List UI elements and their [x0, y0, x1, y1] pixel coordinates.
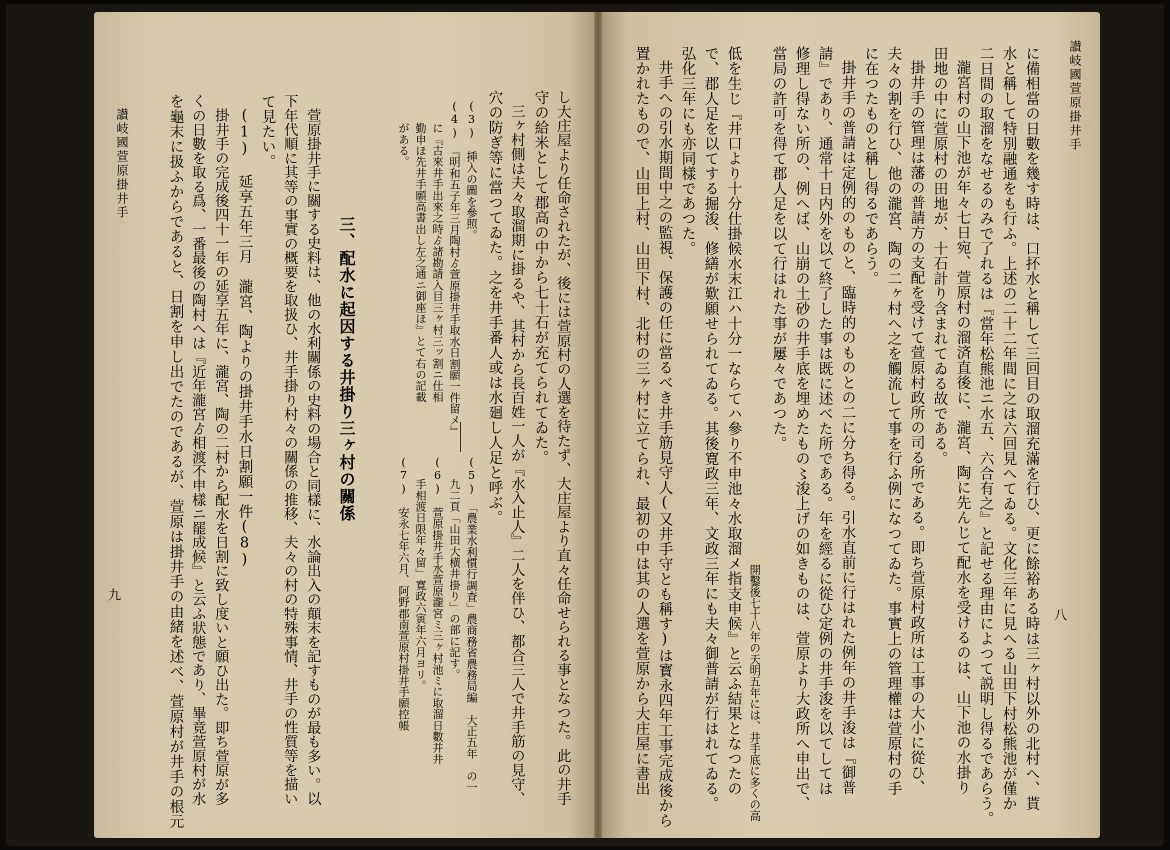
right-text-line: に備相當の日數を幾す時は、口抔水と稱して三回目の取溜充滿を行ひ、更に餘裕ある時は三ヶ村以外の北村へ、貰 [1023, 46, 1040, 811]
right-text-line: 夫々の割を行ひ、他の瀧宮、陶の二ヶ村へ之を觸流して事を行ふ例になつてゐた。事實上の管理權は萱原村の手 [885, 46, 902, 796]
right-text-line: 田地の中に萱原村の田地が、十石計り含まれてゐる故である。 [931, 46, 948, 466]
footnote-line: (6) 萱原掛井手水萱原瀧宮ミ三ヶ村池ミに取溜日數并井 [431, 456, 444, 765]
left-text-line: を龜末に扱ふからであると、日割を申し出でたのであるが、萱原は掛井手の由緒を述べ、萱原村が井手の根元 [167, 94, 184, 829]
left-text-line: 掛井手の完成後四十一年の延享五年に、瀧宮、陶の二村から配水を日割に致し度いと願ひ出た。即ち萱原が多 [213, 108, 230, 806]
right-text-line: 掛井手の管理は藩の普請方の支配を受けて萱原村政所の司る所である。即ち萱原村政所は工事の大小に從ひ、 [908, 60, 925, 795]
left-text-line: て見たい。 [259, 94, 276, 169]
left-page-number: 九 [105, 588, 120, 602]
left-text-line: し大庄屋より任命されたが、後には萱原村の人選を待たず、大庄屋より直々任命せられる事となつた。此の井手 [555, 90, 572, 806]
right-text-line: 當局の許可を得て郡人足を以て行はれた事が屢々であつた。 [770, 46, 787, 451]
left-text-line: (1) 延享五年三月 瀧宮、陶よりの掛井手水日割願一件(8) [236, 108, 253, 569]
right-text-line: 二日間の取溜をなせるのみで了れるは『當年松熊池ニ水五、六合有之』と記せる理由によつて説明し得るであらう。 [977, 46, 994, 826]
section-heading: 三、配水に起因する井掛り三ヶ村の關係 [337, 216, 356, 522]
right-running-header: 讃岐國萱原掛井手 [1068, 40, 1082, 152]
right-text-line: 開鑿後七十八年の天明五年には、井手底に多くの高 [748, 564, 762, 822]
footnote-line: (7) 安永七年六月、阿野郡南萱原村掛井手願控帳 [397, 456, 410, 731]
right-text-line: 低を生じ『井口より十分仕掛候水末江ハ十分一ならてハ參り不申池々水取溜メ指支申候』と云ふ結果となつたの [725, 46, 742, 796]
right-text-line: 置かれたもので、山田上村、山田下村、北村の三ヶ村に立てられ、最初の中は其の人選を萱原から大庄屋に書出 [633, 46, 650, 796]
footnote-divider [460, 422, 461, 452]
footnote-line: (5) 「農業水利慣行調査」農商務省農務局編 大正五年 の一 [465, 456, 478, 793]
footnote-line: (3) 挿入の圖を參照。 [465, 100, 478, 241]
footnote-line: 九二頁「山田大横井掛り」の部に記す。 [448, 456, 461, 680]
left-running-header: 讃岐國萱原掛井手 [115, 108, 129, 220]
left-text-line: くの日數を取る爲、一番最後の陶村へは『近年瀧宮ゟ相渡不申樣ニ罷成候』と云ふ狀態であり、畢竟萱原村が水 [190, 94, 207, 806]
right-text-line: 弘化三年にも亦同樣であつた。 [679, 46, 696, 256]
footnote-line: がある。 [397, 100, 410, 168]
right-text-line: に在つたものと稱し得るであらう。 [862, 46, 879, 286]
left-text-line: 下年代順に其等の事實の概要を取扱ひ、井手掛り村々の關係の推移、夫々の村の特殊事情、井手の性質等を描い [282, 94, 299, 806]
right-text-line: 掛井手の普請は定例的のものと、臨時的のものとの二に分ち得る。引水直前に行はれた例年の井手浚は『御普 [839, 60, 856, 795]
left-text-line: 三ヶ村側は夫々取溜期に掛るや、其村から長百姓一人が『水入止人』二人を伴ひ、都合三人で井手筋の見守、 [509, 104, 526, 806]
left-text-line: 萱原掛井手に關する史料は、他の水利關係の史料の場合と同樣に、水論出入の顛末を記すものが最も多い。以 [305, 108, 322, 806]
book-gutter [594, 12, 602, 838]
right-text-line: 修理し得ない所の、例へば、山崩の土砂の井手底を埋めたもの〻浚上げの如きものは、萱原より大政所へ申出で、 [793, 46, 810, 811]
right-text-line: 水と稱して特別融通をも行ふ。上述の二十二年間に之は六回見へてゐる。文化三年に見へる山田下村松熊池が僅か [1000, 46, 1017, 811]
right-text-line: で、郡人足を以てする掘浚、修繕が歎願せられてゐる。其後寛政三年、文政三年にも夫々御普請が行はれてゐる。 [702, 46, 719, 811]
right-text-line: 瀧宮村の山下池が年々七日宛、萱原村の溜済直後に、瀧宮、陶に先んじて配水を受けるのは、山下池の水掛り [954, 60, 971, 795]
footnote-line: 手相渡日限年々留」寛政六寅年六月ヨリ。 [414, 456, 427, 692]
left-text-line: 守の給米として郡高の中から七十石が充てられてゐた。 [532, 90, 549, 465]
footnote-line: 勤申ほ先井手願高書出し左之通ニ御座ほ』とて右の記載 [414, 100, 427, 403]
left-text-line: 穴の防ぎ等に當つてゐた。之を井手番人或は水廻し人足と呼ぶ。 [486, 90, 503, 525]
footnote-line: (4) 『明和五子年三月陶村ゟ萱原掛井手取水日割願一件留メ』 [448, 100, 461, 437]
right-page-number: 八 [1051, 608, 1066, 622]
book-spread [6, 4, 1164, 846]
footnote-line: に『古來井手出來之時ゟ諸勘請入目三ヶ村三ッ割ニ仕相 [431, 100, 444, 403]
right-text-line: 請』であり、通常十日内外を以て終了した事は既に述べた所である。年を經るに從ひ定例の井手浚を以てしては [816, 46, 833, 796]
right-text-line: 井手への引水期間中之の監視、保護の任に當るべき井手筋見守人(又井手守とも稱す)は寳永四年工事完成後から [656, 60, 673, 828]
